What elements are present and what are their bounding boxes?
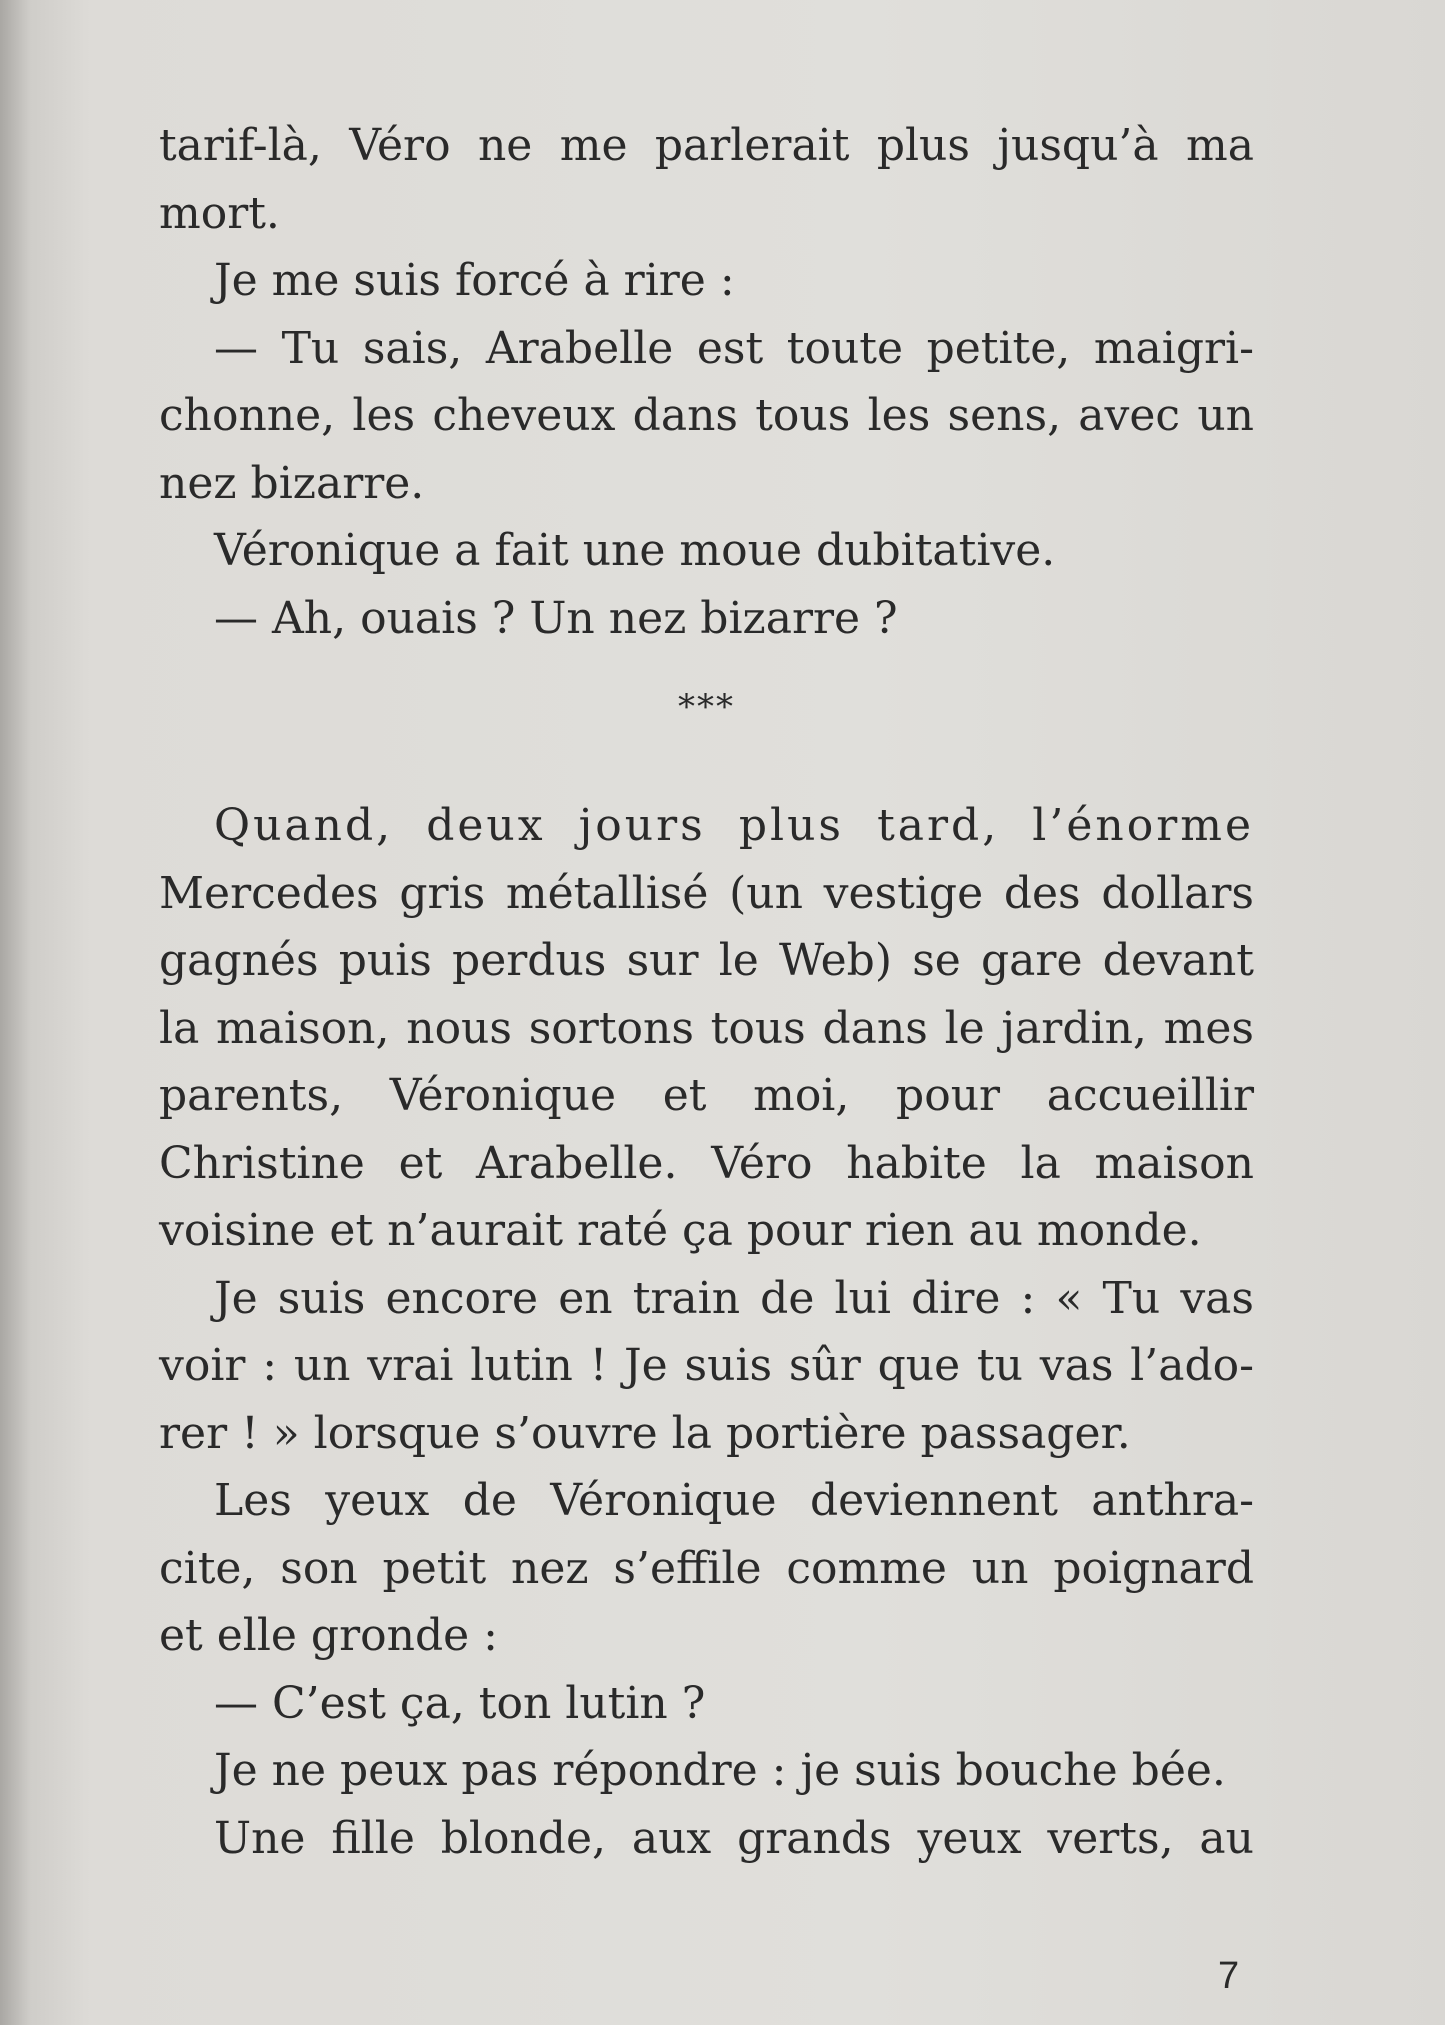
section-separator: *** [678, 687, 735, 727]
text-line: tarif-là, Véro ne me parlerait plus jusqu’à ma [159, 120, 1254, 171]
text-line: — C’est ça, ton lutin ? [214, 1677, 706, 1729]
text-line: parents, Véronique et moi, pour accueillir [159, 1070, 1254, 1121]
text-line: Je me suis forcé à rire : [214, 255, 735, 306]
text-line: Je ne peux pas répondre : je suis bouche bée. [214, 1745, 1226, 1796]
text-line: chonne, les cheveux dans tous les sens, avec un [159, 390, 1254, 441]
text-line: Christine et Arabelle. Véro habite la maison [159, 1137, 1254, 1189]
text-line: nez bizarre. [159, 457, 425, 509]
text-line: voisine et n’aurait raté ça pour rien au monde. [159, 1205, 1202, 1256]
text-line: Quand, deux jours plus tard, l’énorme [214, 800, 1254, 851]
text-line: Les yeux de Véronique deviennent anthra- [214, 1475, 1254, 1526]
text-line: et elle gronde : [159, 1610, 498, 1661]
text-line: gagnés puis perdus sur le Web) se gare devant [159, 935, 1254, 986]
text-line: voir : un vrai lutin ! Je suis sûr que tu vas l’ado- [159, 1340, 1254, 1391]
text-line: — Ah, ouais ? Un nez bizarre ? [214, 592, 898, 644]
book-page-text [159, 112, 1254, 1872]
text-line: mort. [159, 187, 280, 239]
text-block-top [159, 112, 1254, 652]
text-line: — Tu sais, Arabelle est toute petite, maigri- [214, 322, 1254, 374]
text-line: la maison, nous sortons tous dans le jardin, mes [159, 1002, 1254, 1054]
page-number: 7 [1218, 1955, 1240, 1997]
text-line: Une fille blonde, aux grands yeux verts, au [214, 1812, 1254, 1864]
text-line: Mercedes gris métallisé (un vestige des dollars [159, 867, 1254, 919]
text-line: Je suis encore en train de lui dire : « Tu vas [214, 1272, 1254, 1324]
text-block-bottom [159, 792, 1254, 1872]
text-line: rer ! » lorsque s’ouvre la portière passager. [159, 1407, 1131, 1459]
text-line: Véronique a fait une moue dubitative. [214, 525, 1056, 576]
text-line: cite, son petit nez s’effile comme un poignard [159, 1542, 1254, 1594]
